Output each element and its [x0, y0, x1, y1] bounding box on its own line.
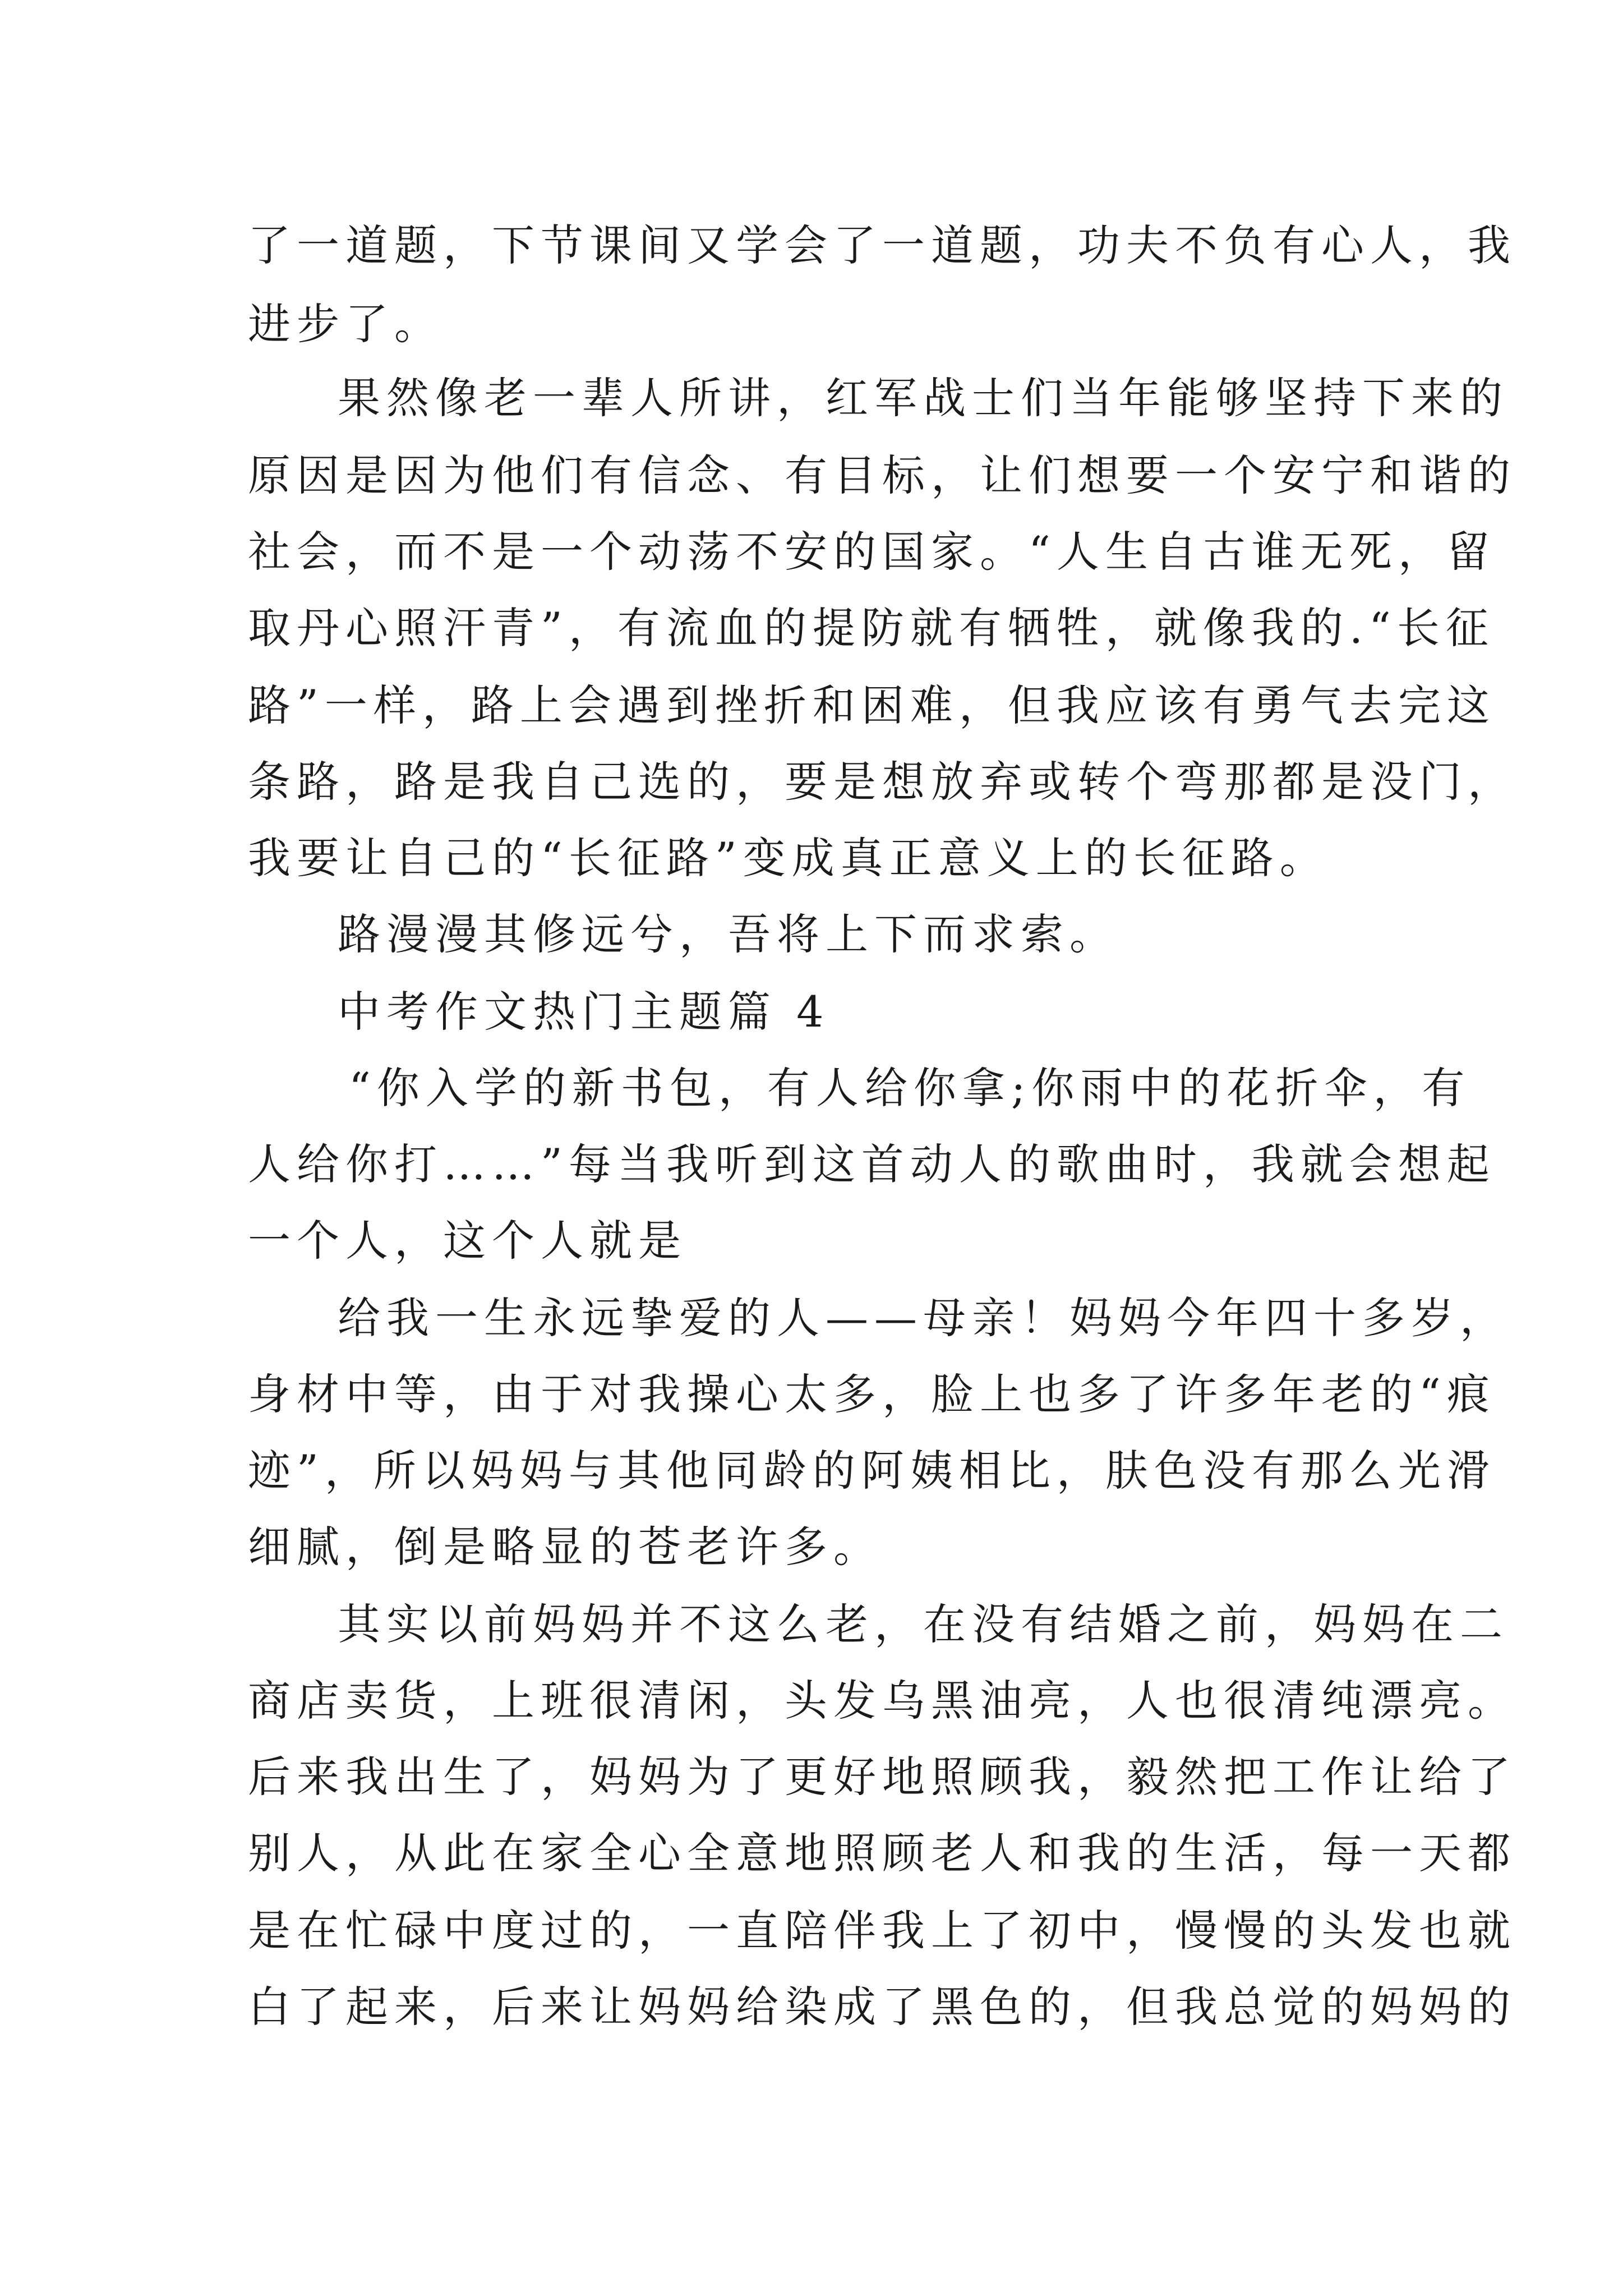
- paragraph-start-line: “你入学的新书包，有人给你拿;你雨中的花折伞，有: [349, 1063, 1471, 1113]
- paragraph-start-line: 给我一生永远挚爱的人——母亲！妈妈今年四十多岁，: [338, 1293, 1509, 1343]
- text-line: 人给你打……”每当我听到这首动人的歌曲时，我就会想起: [248, 1139, 1496, 1189]
- paragraph-start-line: 其实以前妈妈并不这么老，在没有结婚之前，妈妈在二: [338, 1599, 1509, 1649]
- text-line: 原因是因为他们有信念、有目标，让们想要一个安宁和谐的: [248, 450, 1516, 500]
- text-line: 社会，而不是一个动荡不安的国家。“人生自古谁无死，留: [248, 527, 1496, 577]
- text-line: 后来我出生了，妈妈为了更好地照顾我，毅然把工作让给了: [248, 1752, 1516, 1802]
- text-line: 细腻，倒是略显的苍老许多。: [248, 1522, 882, 1572]
- text-line: 路”一样，路上会遇到挫折和困难，但我应该有勇气去完这: [248, 680, 1496, 730]
- text-line: 商店卖货，上班很清闲，头发乌黑油亮，人也很清纯漂亮。: [248, 1676, 1516, 1726]
- text-line: 取丹心照汗青”，有流血的提防就有牺牲，就像我的.“长征: [248, 603, 1495, 653]
- text-line: 条路，路是我自己选的，要是想放弃或转个弯那都是没门，: [248, 757, 1516, 807]
- text-line: 进步了。: [248, 299, 443, 349]
- text-line: 我要让自己的“长征路”变成真正意义上的长征路。: [248, 833, 1329, 883]
- text-line: 别人，从此在家全心全意地照顾老人和我的生活，每一天都: [248, 1828, 1516, 1878]
- paragraph-start-line: 路漫漫其修远兮，吾将上下而求索。: [338, 909, 1118, 959]
- text-line: 迹”，所以妈妈与其他同龄的阿姨相比，肤色没有那么光滑: [248, 1446, 1496, 1496]
- text-line: 白了起来，后来让妈妈给染成了黑色的，但我总觉的妈妈的: [248, 1982, 1516, 2032]
- text-line: 了一道题，下节课间又学会了一道题，功夫不负有心人，我: [248, 220, 1516, 270]
- section-heading: 中考作文热门主题篇 4: [338, 987, 830, 1037]
- text-line: 身材中等，由于对我操心太多，脸上也多了许多年老的“痕: [248, 1369, 1496, 1419]
- text-line: 是在忙碌中度过的，一直陪伴我上了初中，慢慢的头发也就: [248, 1906, 1516, 1955]
- paragraph-start-line: 果然像老一辈人所讲，红军战士们当年能够坚持下来的: [338, 373, 1509, 423]
- text-line: 一个人，这个人就是: [248, 1216, 687, 1266]
